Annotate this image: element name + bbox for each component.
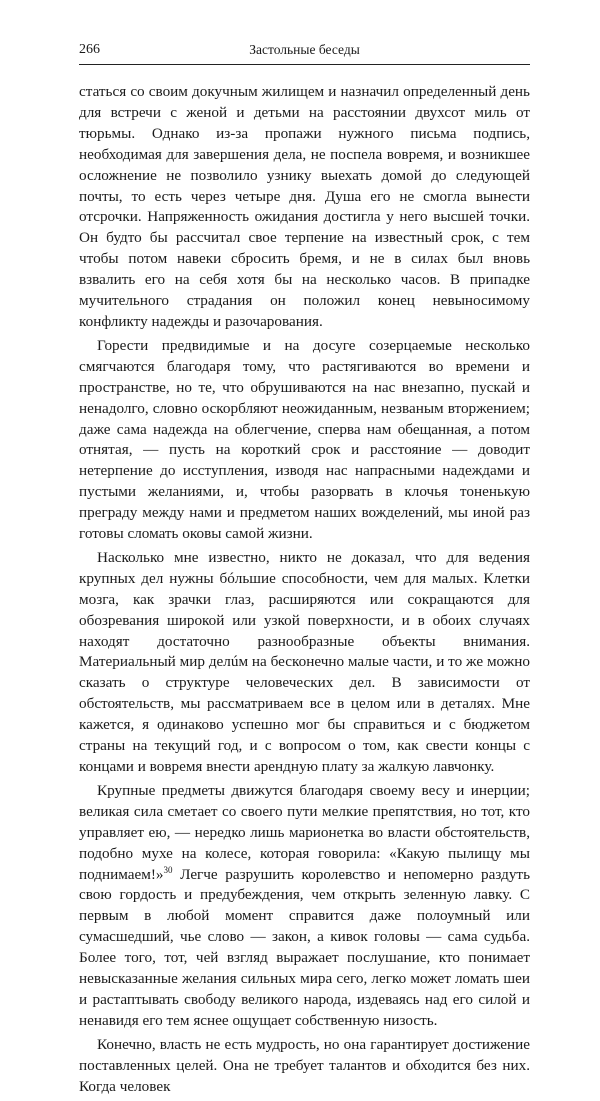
book-page xyxy=(79,42,530,1095)
paragraph-4-part-2: Легче разрушить королевство и непомерно раздуть свою гордость и предубеждения, чем открыть зеленную лавку. С первым в любой момент справится даже полоумный или сумасшедший, чье слово — закон, а кивок головы — сама судьба. Более того, тот, чей взгляд выражает послушание, кто понимает невысказанные желания сильных мира сего, легко может ломать шеи и растаптывать свободу великого народа, издеваясь над его силой и ненавидя его тем яснее ощущает собственную низость. xyxy=(79,865,530,1029)
body-text xyxy=(79,82,530,1101)
page-number: 266 xyxy=(79,42,100,57)
paragraph-4 xyxy=(79,781,530,1032)
paragraph-5: Конечно, власть не есть мудрость, но она гарантирует достижение поставленных целей. Она не требует талантов и обходится без них. Когда человек xyxy=(79,1035,530,1095)
header-rule xyxy=(79,64,530,65)
paragraph-2: Горести предвидимые и на досуге созерцаемые несколько смягчаются благодаря тому, что растягиваются во времени и пространстве, но те, что обрушиваются на нас внезапно, пускай и ненадолго, словно оскорбляют неожиданным, незваным вторжением; даже сама надежда на облегчение, сперва нам обещанная, а потом отнятая, — пусть на короткий срок и расстояние — доводит нетерпение до исступления, изводя нас напрасными надеждами и пустыми желаниями, и, чтобы разорвать в клочья тоненькую преграду между нами и предметом наших вожделений, мы иной раз готовы сломать оковы самой жизни. xyxy=(79,336,530,543)
running-title: Застольные беседы xyxy=(249,42,360,57)
page-header xyxy=(79,42,530,62)
paragraph-3: Насколько мне известно, никто не доказал, что для ведения крупных дел нужны бóльшие способности, чем для малых. Клетки мозга, как зрачки глаз, расширяются или сокращаются для обозревания широкой или узкой поверхности, и в обоих случаях находят достаточно разнообразные объекты внимания. Материальный мир делúм на бесконечно малые части, и то же можно сказать о структуре человеческих дел. В зависимости от обстоятельств, мы рассматриваем все в целом или в деталях. Мне кажется, я одинаково успешно мог бы справиться и с бюджетом страны на текущий год, и с вопросом о том, как свести концы с концами и вовремя внести арендную плату за жалкую лавчонку. xyxy=(79,548,530,775)
paragraph-4-part-1: Крупные предметы движутся благодаря своему весу и инерции; великая сила сметает со своего пути мелкие препятствия, но тот, кто управляет ею, — нередко лишь марионетка во власти обстоятельств, подобно мухе на колесе, которая говорила: «Какую пылищу мы поднимаем!» xyxy=(79,781,530,883)
footnote-marker: 30 xyxy=(163,864,173,875)
paragraph-1: статься со своим докучным жилищем и назначил определенный день для встречи с женой и детьми на расстоянии двухсот миль от тюрьмы. Однако из-за пропажи нужного письма подпись, необходимая для завершения дела, не поспела вовремя, и возникшее осложнение не позволило узнику выехать домой до следующей почты, то есть через четыре дня. Душа его не смогла вынести отсрочки. Напряженность ожидания достигла у него высшей точки. Он будто бы рассчитал свое терпение на известный срок, с тем чтобы потом навеки сбросить бремя, и не в силах был вновь взвалить его на себя хотя бы на несколько часов. В припадке мучительного страдания он положил конец невыносимому конфликту надежды и разочарования. xyxy=(79,83,530,330)
